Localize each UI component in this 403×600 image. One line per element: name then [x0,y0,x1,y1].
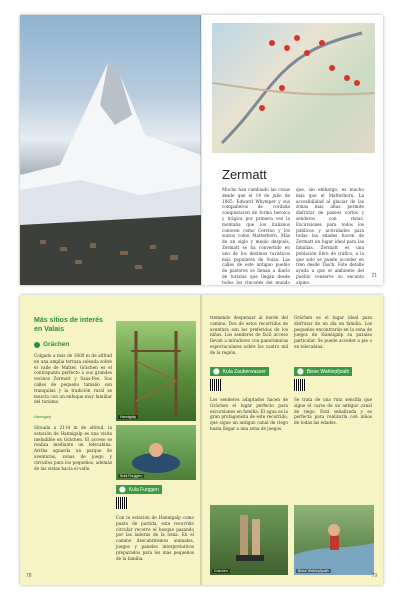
tube-slide-photo [116,425,196,480]
reference-hannigalp: Hannigalp [34,415,52,419]
bullet-icon [34,342,40,348]
photo-caption: Kula Furggen [120,474,142,478]
page-grachen [202,295,383,585]
body-column-2b: Se trata de una ruta sencilla que sigue el curso de un antiguo canal de riego. Está señalizada y es perfecta para realizarla con niños de todas las edades. [294,397,372,426]
body-column-2: Grächen es el lugar ideal para disfrutar de un día en familia. Los pequeños encontrarán en la zona de juegos de Hannigalp su paraíso particular. Se puede acceder a pie o en telecabina. [294,315,372,349]
route-tag-label: Bisse Wahlepfjoath [306,368,350,375]
route-icon: ⬤ [297,369,304,375]
spread-top [20,15,383,285]
photo-caption: Grächen [214,569,228,573]
qr-code-icon [210,379,222,391]
page-number: 21 [371,273,377,279]
hiker-photo [210,505,288,575]
route-tag-label: Kula Furggen [128,486,159,493]
route-tag-1 [210,367,269,376]
route-icon: ⬤ [213,369,220,375]
photo-caption: Hannigalp [120,415,137,419]
page-valais [20,295,201,585]
route-tag-label: Kula Zauberwasser [222,368,266,375]
body-column-1: tremendo despensar al borde del camino. Dos de estos recorridos de aventura son los preferidos de los niños. Los senderos de fácil acceso llevan a miradores con panorámicas espectaculares sobre los cuatro mil de la región. [210,315,288,355]
section-heading-line2: en Valais [34,326,64,333]
hiker-illustration [210,505,288,575]
matterhorn-photo [20,15,201,285]
route-map [212,23,375,153]
route-tag [116,485,162,494]
section-heading-line1: Más sitios de interés [34,317,103,324]
body-column-1b: Situada a 2114 m de altitud, la estación de Hannigalp es una visita ineludible en Grächen. El acceso se realiza mediante un telecabina. Arriba aguarda un parque de aventuras, zonas de juego y circuitos para los pequeños, además de las vistas hacia el valle. [34,425,112,471]
playground-photo [116,321,196,421]
page-number: 79 [371,573,377,579]
page-zermatt [202,15,383,285]
map-illustration [212,23,375,153]
route-tag-2 [294,367,352,376]
mountain-illustration [20,15,201,285]
page-title: Zermatt [222,167,267,182]
qr-code-icon [294,379,306,391]
water-channel-photo [294,505,374,575]
route-icon: ⬤ [119,487,126,493]
subsection-grachen [34,341,69,348]
qr-code-icon [116,497,128,509]
photo-caption: Bisse Wahlepfjoath [298,569,329,573]
tube-illustration [116,425,196,480]
body-column-2: que, sin embargo, es mucho más que el Matterhorn. La accesibilidad al glaciar de las zonas más altas permite disfrutar de paseos cortos y senderos con vistas. Excursiones para todos los públicos y actividades para todas las edades hacen de Zermatt un lugar ideal para las familias. Zermatt es una población libre de tráfico, a la que solo se puede acceder en tren desde Täsch. Este detalle ayuda a que el ambiente del pueblo conserve su encanto alpino. [296,187,364,285]
page-matterhorn-photo [20,15,201,285]
water-channel-illustration [294,505,374,575]
body-column-1b: Los senderos adaptados hacen de Grächen el lugar perfecto para excursiones en familia. El agua es la gran protagonista de este recorrido, que sigue un antiguo canal de riego hasta llegar a una zona de juegos. [210,397,288,431]
playground-illustration [116,321,196,421]
body-column-2: Con la estación de Hannigalp como punto de partida, este recorrido circular recorre el bosque pasando por las laderas de la loma. En el camino descubriremos animales, juegos y paneles interpretativos preparados para los más pequeños de la familia. [116,515,194,561]
subsection-title: Grächen [43,341,70,348]
body-column-1: Mucho han cambiado las cosas desde que el 14 de julio de 1865, Edward Whymper y sus compañeros de cordada conquistaron de forma heroica y trágica por primera vez la montaña que los italianos conocen como Cervino y los suizos como Matterhorn. Más de un siglo y medio después, Zermatt se ha convertido en uno de los destinos turísticos más populares de Suiza. Las calles de este antiguo pueblo de pastores se llenan a diario de turistas que llegan desde todos los rincones del mundo [222,187,290,285]
page-number: 78 [26,573,32,579]
spread-bottom [20,295,383,585]
body-column-1: Colgado a más de 1600 m de altitud en una amplia terraza soleada sobre el valle de Matter, Grächen es el contrapunto perfecto a sus grandes vecinos Zermatt y Saas-Fee. Sus calles de pequeño tamaño son tranquilas y la tradición rural se mezcla con un enfoque muy familiar del turismo. [34,353,112,405]
